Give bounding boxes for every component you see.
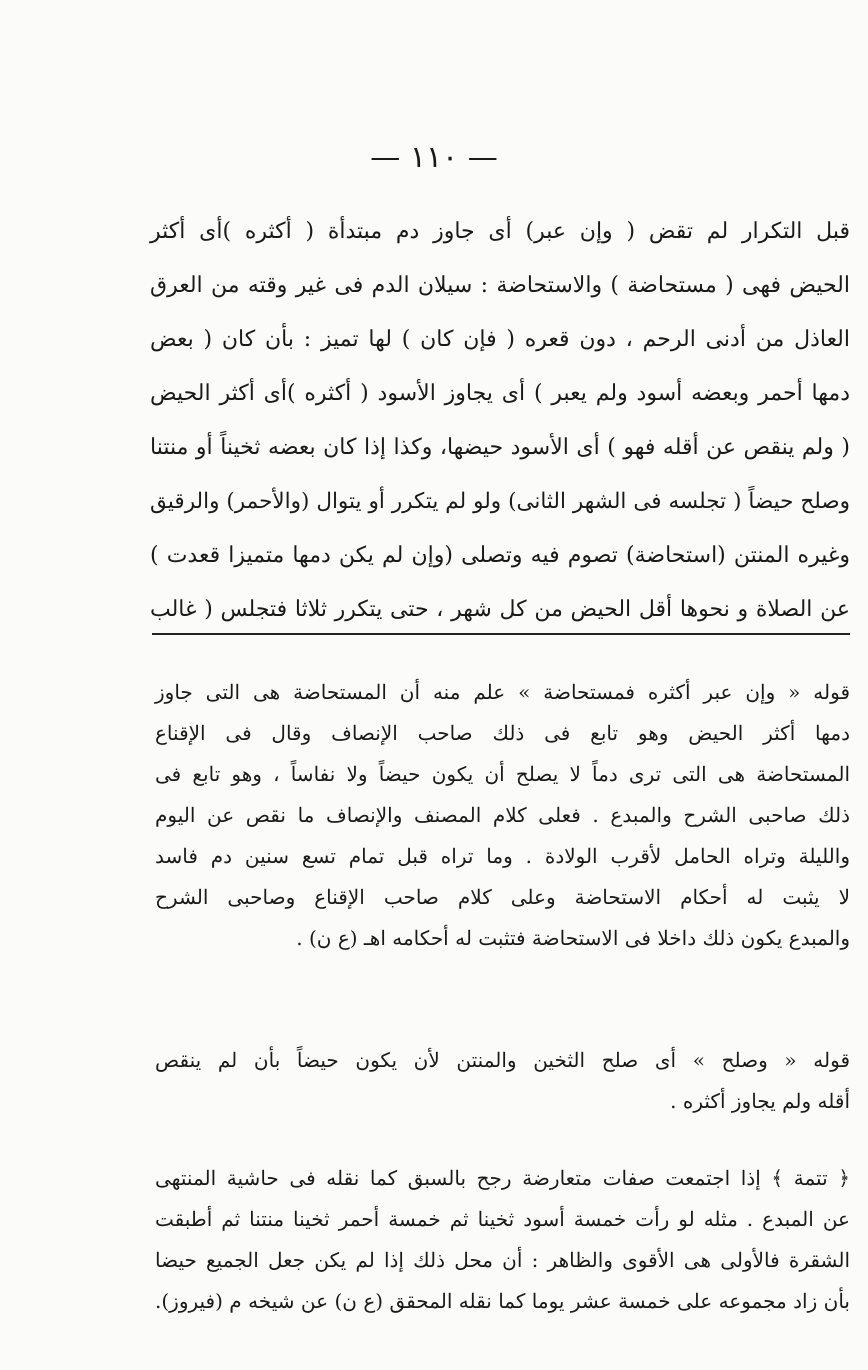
main-text	[150, 205, 850, 637]
page-number: — ١١٠ —	[370, 140, 498, 175]
main-text-line: العاذل من أدنى الرحم ، دون قعره ( فإن كان ) لها تميز : بأن كان ( بعض	[150, 327, 850, 352]
footnote-line: ﴿ تتمة ﴾ إذا اجتمعت صفات متعارضة رجح بالسبق كما نقله فى حاشية المنتهى	[155, 1166, 850, 1190]
footnote-line: ذلك صاحبى الشرح والمبدع . فعلى كلام المصنف والإنصاف ما نقص عن اليوم	[155, 803, 850, 827]
main-text-line: الحيض فهى ( مستحاضة ) والاستحاضة : سيلان الدم فى غير وقته من العرق	[150, 273, 850, 298]
main-text-line: قبل التكرار لم تقض ( وإن عبر) أى جاوز دم مبتدأة ( أكثره )أى أكثر	[150, 219, 850, 244]
main-text-line: وغيره المنتن (استحاضة) تصوم فيه وتصلى (وإن لم يكن دمها متميزا قعدت )	[150, 543, 850, 568]
main-text-line: عن الصلاة و نحوها أقل الحيض من كل شهر ، حتى يتكرر ثلاثا فتجلس ( غالب	[150, 597, 850, 622]
footnote-line: أقله ولم يجاوز أكثره .	[670, 1089, 850, 1113]
footnote-line: المستحاضة هى التى ترى دماً لا يصلح أن يكون حيضاً ولا نفاساً ، وهو تابع فى	[155, 762, 850, 786]
footnote-line: بأن زاد مجموعه على خمسة عشر يوما كما نقله المحقق (ع ن) عن شيخه م (فيروز).	[155, 1289, 850, 1313]
footnote-line: والمبدع يكون ذلك داخلا فى الاستحاضة فتثبت له أحكامه اهـ (ع ن) .	[296, 926, 850, 950]
footnote-paragraph	[155, 672, 850, 959]
footnote-line: والليلة وتراه الحامل لأقرب الولادة . وما تراه قبل تمام تسع سنين دم فاسد	[155, 844, 850, 868]
footnote-line: قوله « وإن عبر أكثره فمستحاضة » علم منه أن المستحاضة هى التى جاوز	[155, 680, 850, 704]
footnote-line: قوله « وصلح » أى صلح الثخين والمنتن لأن يكون حيضاً بأن لم ينقص	[155, 1048, 850, 1072]
footnote-paragraph	[155, 1040, 850, 1122]
footnote-separator	[152, 633, 850, 635]
main-text-line: دمها أحمر وبعضه أسود ولم يعبر ) أى يجاوز الأسود ( أكثره )أى أكثر الحيض	[150, 381, 850, 406]
main-text-line: ( ولم ينقص عن أقله فهو ) أى الأسود حيضها، وكذا إذا كان بعضه ثخيناً أو منتنا	[150, 435, 850, 460]
footnote-paragraph	[155, 1158, 850, 1322]
footnote-line: الشقرة فالأولى هى الأقوى والظاهر : أن محل ذلك إذا لم يكن جعل الجميع حيضا	[155, 1248, 850, 1272]
footnote-line: عن المبدع . مثله لو رأت خمسة أسود ثخينا ثم خمسة أحمر ثخينا منتنا ثم أطبقت	[155, 1207, 850, 1231]
footnote-line: لا يثبت له أحكام الاستحاضة وعلى كلام صاحب الإقناع وصاحبى الشرح	[155, 885, 850, 909]
main-text-line: وصلح حيضاً ( تجلسه فى الشهر الثانى) ولو لم يتكرر أو يتوال (والأحمر) والرقيق	[150, 489, 850, 514]
footnote-line: دمها أكثر الحيض وهو تابع فى ذلك صاحب الإنصاف وقال فى الإقناع	[155, 721, 850, 745]
